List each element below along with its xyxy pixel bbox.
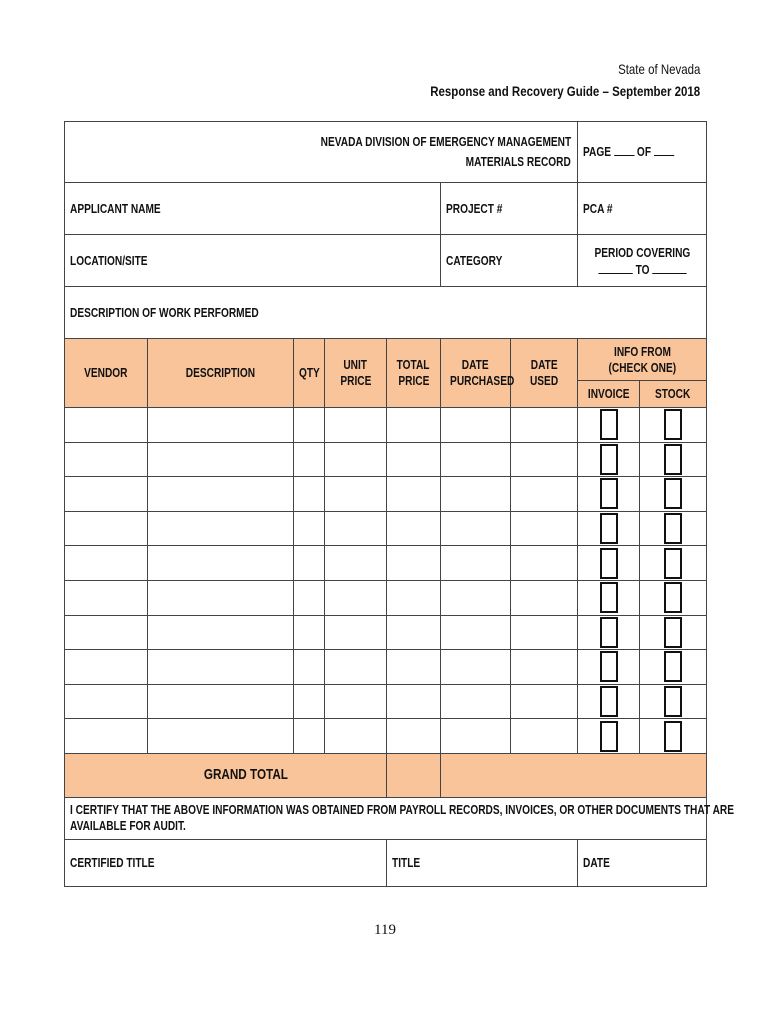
cell-stock bbox=[640, 650, 707, 685]
page-label: PAGE bbox=[583, 144, 612, 159]
table-row bbox=[65, 546, 707, 581]
page-of-field[interactable] bbox=[578, 122, 707, 183]
invoice-checkbox[interactable] bbox=[600, 617, 618, 648]
cell-invoice bbox=[578, 546, 640, 581]
cell-stock bbox=[640, 719, 707, 754]
cell-description[interactable] bbox=[148, 650, 294, 685]
cell-total-price[interactable] bbox=[387, 719, 441, 754]
cell-description[interactable] bbox=[148, 511, 294, 546]
cell-qty[interactable] bbox=[294, 511, 325, 546]
cell-qty[interactable] bbox=[294, 546, 325, 581]
cell-date-purchased[interactable] bbox=[441, 408, 511, 443]
col-info-from: INFO FROM (CHECK ONE) bbox=[578, 339, 707, 381]
grand-total-filler bbox=[441, 753, 707, 797]
header-org: State of Nevada bbox=[617, 61, 700, 77]
table-row bbox=[65, 650, 707, 685]
column-header-row bbox=[65, 339, 707, 381]
cell-invoice bbox=[578, 408, 640, 443]
cell-qty[interactable] bbox=[294, 580, 325, 615]
col-date-purchased: DATE PURCHASED bbox=[441, 339, 511, 408]
cell-date-used[interactable] bbox=[511, 719, 578, 754]
table-row bbox=[65, 408, 707, 443]
cell-description[interactable] bbox=[148, 719, 294, 754]
location-site-label: LOCATION/SITE bbox=[70, 252, 148, 268]
cell-description[interactable] bbox=[148, 615, 294, 650]
cell-stock bbox=[640, 442, 707, 477]
date-field[interactable] bbox=[578, 839, 707, 886]
cell-date-used[interactable] bbox=[511, 511, 578, 546]
certified-title-field[interactable] bbox=[65, 839, 387, 886]
cell-vendor[interactable] bbox=[65, 477, 148, 512]
stock-checkbox[interactable] bbox=[664, 513, 682, 544]
cell-date-purchased[interactable] bbox=[441, 546, 511, 581]
cell-invoice bbox=[578, 442, 640, 477]
cell-description[interactable] bbox=[148, 408, 294, 443]
table-row bbox=[65, 442, 707, 477]
cell-unit-price[interactable] bbox=[325, 650, 387, 685]
title-field[interactable] bbox=[387, 839, 578, 886]
cell-stock bbox=[640, 615, 707, 650]
cell-invoice bbox=[578, 615, 640, 650]
cell-date-purchased[interactable] bbox=[441, 684, 511, 719]
cell-total-price[interactable] bbox=[387, 442, 441, 477]
description-of-work-field[interactable] bbox=[65, 287, 707, 339]
cell-vendor[interactable] bbox=[65, 580, 148, 615]
grand-total-row bbox=[65, 753, 707, 797]
cell-vendor[interactable] bbox=[65, 511, 148, 546]
cell-stock bbox=[640, 408, 707, 443]
cell-date-purchased[interactable] bbox=[441, 580, 511, 615]
invoice-checkbox[interactable] bbox=[600, 721, 618, 752]
cell-unit-price[interactable] bbox=[325, 408, 387, 443]
stock-checkbox[interactable] bbox=[664, 478, 682, 509]
applicant-row bbox=[65, 183, 707, 235]
cell-date-used[interactable] bbox=[511, 650, 578, 685]
certify-statement: I CERTIFY THAT THE ABOVE INFORMATION WAS OBTAINED FROM PAYROLL RECORDS, INVOICES, OR OTHER DOCUMENTS THAT ARE AVAILABLE FOR AUDIT. bbox=[65, 797, 707, 839]
invoice-checkbox[interactable] bbox=[600, 444, 618, 475]
cell-vendor[interactable] bbox=[65, 408, 148, 443]
stock-checkbox[interactable] bbox=[664, 582, 682, 613]
cell-vendor[interactable] bbox=[65, 719, 148, 754]
cell-total-price[interactable] bbox=[387, 684, 441, 719]
description-row bbox=[65, 287, 707, 339]
signature-row bbox=[65, 839, 707, 886]
col-unit-price: UNIT PRICE bbox=[325, 339, 387, 408]
cell-total-price[interactable] bbox=[387, 546, 441, 581]
form-title-row bbox=[65, 122, 707, 183]
cell-vendor[interactable] bbox=[65, 442, 148, 477]
category-field[interactable] bbox=[441, 235, 578, 287]
form-title-line2: MATERIALS RECORD bbox=[465, 154, 572, 169]
invoice-checkbox[interactable] bbox=[600, 478, 618, 509]
cell-qty[interactable] bbox=[294, 615, 325, 650]
col-stock: STOCK bbox=[640, 381, 707, 408]
cell-stock bbox=[640, 684, 707, 719]
stock-checkbox[interactable] bbox=[664, 617, 682, 648]
cell-vendor[interactable] bbox=[65, 684, 148, 719]
cell-qty[interactable] bbox=[294, 408, 325, 443]
invoice-checkbox[interactable] bbox=[600, 409, 618, 440]
to-label: TO bbox=[635, 261, 650, 277]
location-row bbox=[65, 235, 707, 287]
cell-date-used[interactable] bbox=[511, 477, 578, 512]
project-number-field[interactable] bbox=[441, 183, 578, 235]
table-row bbox=[65, 477, 707, 512]
form-title bbox=[65, 122, 578, 183]
cell-total-price[interactable] bbox=[387, 615, 441, 650]
cell-stock bbox=[640, 546, 707, 581]
cell-date-purchased[interactable] bbox=[441, 650, 511, 685]
page-number: 119 bbox=[374, 922, 396, 938]
table-row bbox=[65, 511, 707, 546]
cell-invoice bbox=[578, 511, 640, 546]
col-date-used: DATE USED bbox=[511, 339, 578, 408]
cell-stock bbox=[640, 477, 707, 512]
stock-checkbox[interactable] bbox=[664, 651, 682, 682]
cell-invoice bbox=[578, 719, 640, 754]
cell-description[interactable] bbox=[148, 580, 294, 615]
table-row bbox=[65, 580, 707, 615]
period-covering-field[interactable] bbox=[578, 235, 707, 287]
category-label: CATEGORY bbox=[446, 252, 503, 268]
header-guide-title: Response and Recovery Guide – September 2018 bbox=[430, 83, 700, 99]
cell-unit-price[interactable] bbox=[325, 477, 387, 512]
pca-number-label: PCA # bbox=[583, 200, 613, 216]
stock-checkbox[interactable] bbox=[664, 721, 682, 752]
cell-description[interactable] bbox=[148, 477, 294, 512]
cell-qty[interactable] bbox=[294, 719, 325, 754]
cell-unit-price[interactable] bbox=[325, 546, 387, 581]
cell-description[interactable] bbox=[148, 684, 294, 719]
cell-invoice bbox=[578, 477, 640, 512]
applicant-name-label: APPLICANT NAME bbox=[70, 200, 161, 216]
table-row bbox=[65, 719, 707, 754]
cell-stock bbox=[640, 511, 707, 546]
cell-invoice bbox=[578, 580, 640, 615]
description-of-work-label: DESCRIPTION OF WORK PERFORMED bbox=[70, 304, 259, 320]
cell-date-purchased[interactable] bbox=[441, 442, 511, 477]
col-qty: QTY bbox=[294, 339, 325, 408]
cell-date-used[interactable] bbox=[511, 684, 578, 719]
cell-date-used[interactable] bbox=[511, 546, 578, 581]
grand-total-label: GRAND TOTAL bbox=[65, 753, 387, 797]
cell-description[interactable] bbox=[148, 442, 294, 477]
cell-unit-price[interactable] bbox=[325, 615, 387, 650]
grand-total-value[interactable] bbox=[387, 753, 441, 797]
pca-number-field[interactable] bbox=[578, 183, 707, 235]
cell-unit-price[interactable] bbox=[325, 511, 387, 546]
cell-date-purchased[interactable] bbox=[441, 477, 511, 512]
col-total-price: TOTAL PRICE bbox=[387, 339, 441, 408]
cell-date-used[interactable] bbox=[511, 408, 578, 443]
cell-unit-price[interactable] bbox=[325, 719, 387, 754]
cell-qty[interactable] bbox=[294, 442, 325, 477]
cell-unit-price[interactable] bbox=[325, 580, 387, 615]
col-description: DESCRIPTION bbox=[148, 339, 294, 408]
cell-invoice bbox=[578, 684, 640, 719]
cell-date-purchased[interactable] bbox=[441, 719, 511, 754]
invoice-checkbox[interactable] bbox=[600, 582, 618, 613]
cell-date-purchased[interactable] bbox=[441, 511, 511, 546]
cell-total-price[interactable] bbox=[387, 477, 441, 512]
date-label: DATE bbox=[583, 854, 610, 870]
invoice-checkbox[interactable] bbox=[600, 686, 618, 717]
cell-date-purchased[interactable] bbox=[441, 615, 511, 650]
cell-total-price[interactable] bbox=[387, 580, 441, 615]
of-label: OF bbox=[636, 144, 652, 159]
stock-checkbox[interactable] bbox=[664, 686, 682, 717]
materials-record-form bbox=[64, 121, 734, 887]
table-row bbox=[65, 615, 707, 650]
title-label: TITLE bbox=[392, 854, 421, 870]
cell-vendor[interactable] bbox=[65, 546, 148, 581]
project-number-label: PROJECT # bbox=[446, 200, 503, 216]
cell-stock bbox=[640, 580, 707, 615]
certify-row bbox=[65, 797, 707, 839]
stock-checkbox[interactable] bbox=[664, 409, 682, 440]
cell-unit-price[interactable] bbox=[325, 442, 387, 477]
col-vendor: VENDOR bbox=[65, 339, 148, 408]
cell-unit-price[interactable] bbox=[325, 684, 387, 719]
certified-title-label: CERTIFIED TITLE bbox=[70, 854, 155, 870]
cell-invoice bbox=[578, 650, 640, 685]
cell-total-price[interactable] bbox=[387, 408, 441, 443]
cell-date-used[interactable] bbox=[511, 615, 578, 650]
cell-qty[interactable] bbox=[294, 650, 325, 685]
col-invoice: INVOICE bbox=[578, 381, 640, 408]
cell-vendor[interactable] bbox=[65, 615, 148, 650]
applicant-name-field[interactable] bbox=[65, 183, 441, 235]
invoice-checkbox[interactable] bbox=[600, 513, 618, 544]
cell-qty[interactable] bbox=[294, 684, 325, 719]
cell-total-price[interactable] bbox=[387, 650, 441, 685]
cell-vendor[interactable] bbox=[65, 650, 148, 685]
location-site-field[interactable] bbox=[65, 235, 441, 287]
cell-total-price[interactable] bbox=[387, 511, 441, 546]
invoice-checkbox[interactable] bbox=[600, 548, 618, 579]
invoice-checkbox[interactable] bbox=[600, 651, 618, 682]
cell-date-used[interactable] bbox=[511, 580, 578, 615]
cell-date-used[interactable] bbox=[511, 442, 578, 477]
table-row bbox=[65, 684, 707, 719]
cell-qty[interactable] bbox=[294, 477, 325, 512]
cell-description[interactable] bbox=[148, 546, 294, 581]
form-title-line1: NEVADA DIVISION OF EMERGENCY MANAGEMENT bbox=[320, 134, 572, 149]
stock-checkbox[interactable] bbox=[664, 548, 682, 579]
period-covering-label: PERIOD COVERING bbox=[594, 244, 690, 260]
stock-checkbox[interactable] bbox=[664, 444, 682, 475]
